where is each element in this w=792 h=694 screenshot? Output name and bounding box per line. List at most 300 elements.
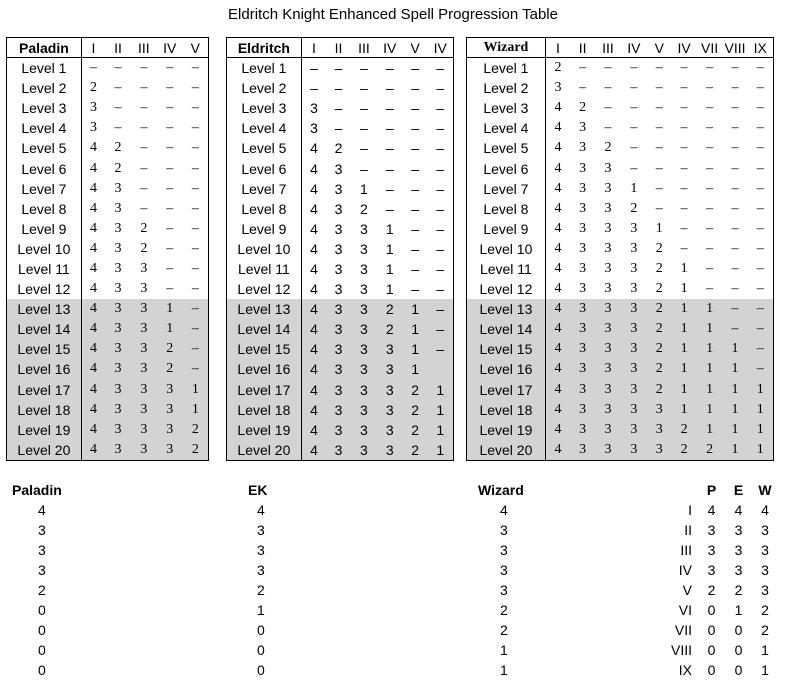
slot-count-cell: 2 [604, 140, 612, 156]
slot-count-cell: – [655, 120, 663, 136]
table-row [467, 299, 774, 319]
table-row [7, 279, 209, 299]
spell-level-header: II [105, 38, 131, 58]
slot-count-cell: 3 [114, 240, 122, 256]
slot-count-cell: 4 [81, 440, 105, 461]
spell-level-header: IV [621, 38, 647, 58]
slot-count-cell: 3 [595, 319, 621, 339]
slot-count-cell: – [604, 120, 612, 136]
table-row [227, 319, 454, 339]
slot-count-cell: 4 [89, 160, 97, 176]
table-header-row [467, 38, 774, 58]
slot-count-cell: 3 [604, 260, 612, 276]
slot-count-cell: 3 [351, 319, 377, 339]
table-row [467, 138, 774, 158]
comparison-table [664, 480, 778, 680]
slot-count-cell: – [385, 60, 394, 77]
slot-count-cell: 2 [655, 240, 663, 256]
slot-count-cell: 3 [579, 120, 587, 136]
slot-count-cell: – [655, 140, 663, 156]
summary-heading: Wizard [478, 482, 524, 498]
wizard-summary [478, 480, 538, 680]
table-row [227, 179, 454, 199]
slot-count-cell: – [756, 60, 764, 76]
slot-count-cell: 3 [105, 420, 131, 440]
comparison-value: 0 [707, 622, 716, 638]
slot-count-cell: 3 [105, 400, 131, 420]
slot-count-cell: – [680, 100, 688, 116]
slot-count-cell: – [748, 339, 774, 359]
level-label: Level 9 [7, 219, 82, 239]
slot-count-cell: – [756, 220, 764, 236]
table-row [467, 259, 774, 279]
slot-count-cell: 4 [89, 281, 97, 297]
slot-count-cell: 4 [301, 319, 326, 339]
table-row [227, 420, 454, 440]
comparison-header: P [706, 482, 717, 498]
slot-count-cell: 2 [647, 299, 672, 319]
slot-count-cell: 3 [579, 200, 587, 216]
slot-count-cell: 4 [81, 359, 105, 379]
slot-count-cell: – [428, 299, 454, 319]
level-label: Level 18 [467, 400, 546, 420]
slot-count-cell: – [360, 160, 368, 177]
summary-value: 0 [38, 622, 46, 638]
slot-count-cell: 1 [697, 319, 723, 339]
slot-count-cell: 2 [140, 220, 148, 236]
slot-count-cell: 3 [604, 160, 612, 176]
table-row [467, 400, 774, 420]
slot-count-cell: – [166, 240, 174, 256]
slot-count-cell: – [748, 319, 774, 339]
slot-count-cell: 1 [672, 380, 697, 400]
slot-count-cell: 3 [131, 339, 157, 359]
slot-count-cell: 4 [310, 220, 318, 237]
slot-count-cell: 3 [105, 319, 131, 339]
slot-count-cell: – [436, 180, 445, 197]
spell-level-label: IV [678, 562, 692, 578]
slot-count-cell: – [731, 100, 739, 116]
slot-count-cell: 1 [723, 440, 748, 461]
slot-count-cell: 3 [351, 380, 377, 400]
slot-count-cell: 1 [428, 380, 454, 400]
table-row [7, 58, 209, 79]
comparison-value: 0 [734, 642, 743, 658]
slot-count-cell: 4 [554, 200, 562, 216]
table-row [467, 420, 774, 440]
comparison-header: E [733, 482, 744, 498]
table-row [7, 380, 209, 400]
slot-count-cell: 3 [131, 380, 157, 400]
slot-count-cell: – [114, 60, 122, 76]
slot-count-cell: 4 [554, 100, 562, 116]
slot-count-cell: – [183, 319, 209, 339]
level-label: Level 9 [227, 219, 302, 239]
spell-level-label: III [680, 542, 692, 558]
summary-value: 1 [257, 602, 265, 618]
slot-count-cell: 4 [301, 359, 326, 379]
slot-count-cell: – [191, 120, 199, 136]
summary-value: 2 [257, 582, 265, 598]
slot-count-cell: 3 [579, 220, 587, 236]
table-row [467, 98, 774, 118]
comparison-value: 0 [734, 622, 743, 638]
slot-count-cell: – [183, 359, 209, 379]
slot-count-cell: – [604, 100, 612, 116]
level-label: Level 19 [7, 420, 82, 440]
slot-count-cell: – [114, 120, 122, 136]
slot-count-cell: – [183, 299, 209, 319]
level-label: Level 7 [7, 179, 82, 199]
slot-count-cell: – [680, 220, 688, 236]
spell-level-header: III [131, 38, 157, 58]
slot-count-cell: – [756, 160, 764, 176]
slot-count-cell: 3 [377, 400, 403, 420]
slot-count-cell: – [731, 140, 739, 156]
slot-count-cell: 4 [554, 160, 562, 176]
slot-count-cell: 3 [595, 380, 621, 400]
slot-count-cell: 4 [545, 339, 570, 359]
slot-count-cell: 2 [360, 200, 368, 217]
table-row [227, 279, 454, 299]
slot-count-cell: 3 [131, 319, 157, 339]
slot-count-cell: 3 [579, 281, 587, 297]
slot-count-cell: – [706, 100, 714, 116]
summary-value: 2 [38, 582, 46, 598]
slot-count-cell: 2 [647, 380, 672, 400]
slot-count-cell: – [731, 200, 739, 216]
summary-value: 0 [257, 662, 265, 678]
table-row [7, 219, 209, 239]
slot-count-cell: 3 [595, 299, 621, 319]
slot-count-cell: – [360, 80, 368, 97]
slot-count-cell: 3 [570, 359, 595, 379]
table-row [227, 400, 454, 420]
slot-count-cell: – [731, 180, 739, 196]
slot-count-cell: – [114, 80, 122, 96]
slot-count-cell: – [140, 100, 148, 116]
summary-value: 3 [38, 542, 46, 558]
slot-count-cell: 4 [89, 200, 97, 216]
spell-level-label: VIII [670, 642, 692, 658]
slot-count-cell: – [630, 100, 638, 116]
slot-count-cell: 3 [595, 359, 621, 379]
spell-level-header: I [81, 38, 105, 58]
slot-count-cell: 4 [554, 281, 562, 297]
slot-count-cell: 3 [647, 420, 672, 440]
level-label: Level 5 [227, 138, 302, 158]
spell-level-header: IV [428, 38, 454, 58]
slot-count-cell: – [191, 160, 199, 176]
slot-count-cell: 4 [81, 420, 105, 440]
comparison-value: 1 [734, 602, 743, 618]
slot-count-cell: 2 [157, 359, 183, 379]
slot-count-cell: 2 [655, 260, 663, 276]
slot-count-cell: – [655, 200, 663, 216]
slot-count-cell: – [191, 100, 199, 116]
slot-count-cell: 1 [723, 380, 748, 400]
level-label: Level 8 [467, 199, 546, 219]
slot-count-cell: 3 [377, 440, 403, 461]
slot-count-cell: – [706, 60, 714, 76]
page-title: Eldritch Knight Enhanced Spell Progression Table [228, 6, 558, 23]
slot-count-cell: – [334, 60, 343, 77]
slot-count-cell: 1 [723, 420, 748, 440]
slot-count-cell: – [604, 80, 612, 96]
slot-count-cell: – [680, 120, 688, 136]
slot-count-cell: – [191, 140, 199, 156]
slot-count-cell: – [385, 120, 394, 137]
slot-count-cell: 3 [334, 260, 343, 277]
comparison-row [664, 520, 778, 540]
slot-count-cell: 3 [310, 120, 318, 137]
table-row [227, 58, 454, 79]
spell-level-header: IV [157, 38, 183, 58]
slot-count-cell: 3 [570, 339, 595, 359]
slot-count-cell: 3 [621, 319, 647, 339]
slot-count-cell: 2 [140, 240, 148, 256]
summary-value: 3 [500, 562, 508, 578]
summary-value: 4 [257, 502, 265, 518]
slot-count-cell: – [731, 281, 739, 297]
slot-count-cell: 3 [377, 380, 403, 400]
table-row [227, 339, 454, 359]
slot-count-cell: 3 [621, 299, 647, 319]
comparison-header-row [664, 480, 778, 500]
slot-count-cell: – [140, 60, 148, 76]
table-row [227, 239, 454, 259]
slot-count-cell: 3 [570, 400, 595, 420]
slot-count-cell: 4 [554, 220, 562, 236]
summary-value: 3 [257, 542, 265, 558]
slot-count-cell: 3 [351, 299, 377, 319]
slot-count-cell: 4 [310, 180, 318, 197]
level-label: Level 2 [467, 78, 546, 98]
slot-count-cell: 3 [140, 260, 148, 276]
slot-count-cell: 1 [403, 359, 428, 379]
slot-count-cell: – [630, 80, 638, 96]
slot-count-cell: 4 [545, 440, 570, 461]
level-label: Level 14 [227, 319, 302, 339]
comparison-value: 2 [761, 602, 769, 618]
slot-count-cell: 3 [595, 339, 621, 359]
spell-level-header: III [595, 38, 621, 58]
slot-count-cell: 3 [570, 440, 595, 461]
slot-count-cell [428, 359, 454, 379]
slot-count-cell: 4 [310, 160, 318, 177]
slot-count-cell: – [166, 180, 174, 196]
table-row [7, 359, 209, 379]
table-row [7, 259, 209, 279]
slot-count-cell: 3 [105, 440, 131, 461]
slot-count-cell: – [411, 120, 420, 137]
level-label: Level 1 [227, 58, 302, 79]
spell-level-header: VIII [724, 39, 746, 56]
table-row [7, 440, 209, 461]
slot-count-cell: – [436, 260, 445, 277]
slot-count-cell: 4 [545, 400, 570, 420]
slot-count-cell: 3 [604, 220, 612, 236]
slot-count-cell: 3 [351, 400, 377, 420]
slot-count-cell: – [166, 220, 174, 236]
slot-count-cell: 4 [554, 260, 562, 276]
level-label: Level 10 [467, 239, 546, 259]
slot-count-cell: – [411, 200, 420, 217]
slot-count-cell: – [166, 100, 174, 116]
spell-level-header: IV [377, 38, 403, 58]
slot-count-cell: – [385, 180, 394, 197]
table-row [467, 118, 774, 138]
slot-count-cell: 1 [723, 400, 748, 420]
slot-count-cell: – [756, 200, 764, 216]
level-label: Level 17 [467, 380, 546, 400]
slot-count-cell: 3 [604, 240, 612, 256]
slot-count-cell: – [731, 160, 739, 176]
slot-count-cell: – [655, 60, 663, 76]
slot-count-cell: 3 [377, 359, 403, 379]
level-label: Level 18 [7, 400, 82, 420]
slot-count-cell: 4 [545, 420, 570, 440]
slot-count-cell: – [756, 140, 764, 156]
level-label: Level 19 [227, 420, 302, 440]
level-label: Level 16 [7, 359, 82, 379]
level-label: Level 8 [227, 199, 302, 219]
slot-count-cell: – [191, 200, 199, 216]
slot-count-cell: – [706, 80, 714, 96]
slot-count-cell: 4 [545, 299, 570, 319]
slot-count-cell: 3 [131, 400, 157, 420]
summary-value: 2 [500, 602, 508, 618]
slot-count-cell: – [436, 220, 445, 237]
comparison-value: 1 [761, 662, 769, 678]
slot-count-cell: 1 [428, 400, 454, 420]
slot-count-cell: 3 [105, 339, 131, 359]
slot-count-cell: 2 [647, 319, 672, 339]
slot-count-cell: – [385, 140, 394, 157]
slot-count-cell: – [706, 180, 714, 196]
slot-count-cell: – [680, 160, 688, 176]
slot-count-cell: – [166, 281, 174, 297]
slot-count-cell: – [411, 140, 420, 157]
slot-count-cell: 4 [89, 180, 97, 196]
level-label: Level 12 [227, 279, 302, 299]
level-label: Level 1 [7, 58, 82, 79]
slot-count-cell: 4 [545, 380, 570, 400]
slot-count-cell: – [385, 80, 394, 97]
slot-count-cell: – [183, 339, 209, 359]
slot-count-cell: – [334, 100, 343, 117]
table-row [227, 359, 454, 379]
table-row [7, 319, 209, 339]
slot-count-cell: – [428, 319, 454, 339]
spell-level-header: IV [672, 38, 697, 58]
table-row [467, 78, 774, 98]
slot-count-cell: 3 [157, 440, 183, 461]
slot-count-cell: – [411, 220, 420, 237]
summary-value: 2 [500, 622, 508, 638]
slot-count-cell: 1 [157, 319, 183, 339]
spell-level-header: VII [697, 38, 723, 58]
level-label: Level 19 [467, 420, 546, 440]
slot-count-cell: 2 [183, 440, 209, 461]
slot-count-cell: 3 [351, 339, 377, 359]
slot-count-cell: 3 [114, 260, 122, 276]
slot-count-cell: 3 [326, 299, 351, 319]
slot-count-cell: 3 [114, 200, 122, 216]
slot-count-cell: 4 [81, 299, 105, 319]
slot-count-cell: 1 [697, 380, 723, 400]
table-header-row [227, 38, 454, 58]
slot-count-cell: 3 [326, 359, 351, 379]
level-label: Level 10 [7, 239, 82, 259]
level-label: Level 4 [467, 118, 546, 138]
slot-count-cell: 1 [697, 339, 723, 359]
slot-count-cell: 4 [554, 180, 562, 196]
table-row [7, 98, 209, 118]
slot-count-cell: – [756, 180, 764, 196]
summary-value: 3 [500, 542, 508, 558]
level-label: Level 7 [227, 179, 302, 199]
table-row [467, 359, 774, 379]
slot-count-cell: – [436, 80, 445, 97]
slot-count-cell: – [334, 80, 343, 97]
slot-count-cell: 3 [377, 420, 403, 440]
slot-count-cell: – [411, 100, 420, 117]
slot-count-cell: 1 [680, 281, 688, 297]
comparison-row [664, 660, 778, 680]
level-label: Level 12 [467, 279, 546, 299]
slot-count-cell: 3 [554, 80, 562, 96]
table-row [227, 219, 454, 239]
slot-count-cell: 4 [301, 299, 326, 319]
level-label: Level 13 [7, 299, 82, 319]
summary-value: 1 [500, 662, 508, 678]
slot-count-cell: 4 [81, 400, 105, 420]
table-row [7, 138, 209, 158]
slot-count-cell: – [310, 80, 318, 97]
slot-count-cell: 3 [647, 440, 672, 461]
slot-count-cell: – [428, 339, 454, 359]
eldritch-progression-table [226, 37, 454, 461]
slot-count-cell: 2 [630, 200, 638, 216]
level-label: Level 17 [7, 380, 82, 400]
summary-value: 0 [257, 642, 265, 658]
slot-count-cell: 2 [647, 359, 672, 379]
slot-count-cell: 1 [697, 420, 723, 440]
slot-count-cell: 4 [89, 260, 97, 276]
slot-count-cell: – [723, 319, 748, 339]
slot-count-cell: – [604, 60, 612, 76]
slot-count-cell: 3 [570, 420, 595, 440]
slot-count-cell: 3 [131, 420, 157, 440]
slot-count-cell: – [360, 140, 368, 157]
comparison-value: 4 [734, 502, 743, 518]
slot-count-cell: – [630, 160, 638, 176]
comparison-row [664, 540, 778, 560]
slot-count-cell: 3 [595, 440, 621, 461]
spell-level-label: I [688, 502, 692, 518]
comparison-value: 0 [734, 662, 743, 678]
level-label: Level 16 [227, 359, 302, 379]
table-row [467, 219, 774, 239]
comparison-header: W [758, 482, 772, 498]
slot-count-cell: 3 [630, 220, 638, 236]
slot-count-cell: – [191, 260, 199, 276]
slot-count-cell: – [385, 100, 394, 117]
slot-count-cell: 1 [428, 420, 454, 440]
table-header-row [7, 38, 209, 58]
slot-count-cell: 1 [723, 359, 748, 379]
